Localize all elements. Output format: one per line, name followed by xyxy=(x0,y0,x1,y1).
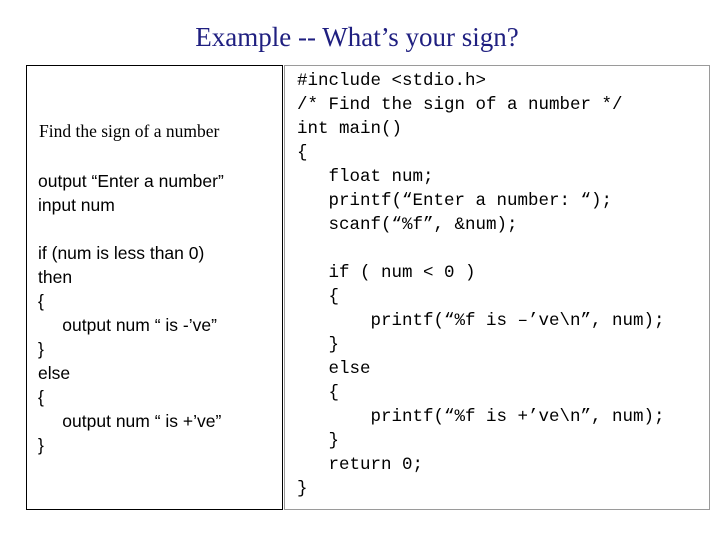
code-line: } xyxy=(297,479,308,499)
code-line: { xyxy=(297,143,308,163)
code-line: { xyxy=(297,287,340,307)
code-line: scanf(“%f”, &num); xyxy=(297,215,518,235)
code-lines xyxy=(297,69,665,501)
pseudocode-line: output “Enter a number” xyxy=(38,171,224,191)
pseudocode-line: if (num is less than 0) xyxy=(38,243,205,263)
code-line: float num; xyxy=(297,167,434,187)
code-line: printf(“%f is +’ve\n”, num); xyxy=(297,407,665,427)
pseudocode-line: } xyxy=(38,435,44,455)
pseudocode-line: then xyxy=(38,267,73,287)
pseudocode-line: { xyxy=(38,291,44,311)
code-line: printf(“Enter a number: “); xyxy=(297,191,613,211)
pseudocode-heading: Find the sign of a number xyxy=(39,121,220,141)
code-line: if ( num < 0 ) xyxy=(297,263,476,283)
code-line: /* Find the sign of a number */ xyxy=(297,95,623,115)
code-line: } xyxy=(297,431,340,451)
code-line: return 0; xyxy=(297,455,424,475)
pseudocode-lines xyxy=(38,169,224,457)
slide-title: Example -- What’s your sign? xyxy=(195,22,519,52)
code-line: } xyxy=(297,335,340,355)
pseudocode-line: output num “ is +’ve” xyxy=(38,411,222,431)
code-line: int main() xyxy=(297,119,403,139)
pseudocode-line: input num xyxy=(38,195,115,215)
pseudocode-line: } xyxy=(38,339,44,359)
code-line: #include <stdio.h> xyxy=(297,71,487,91)
pseudocode-line xyxy=(38,217,224,241)
pseudocode-line: output num “ is -’ve” xyxy=(38,315,217,335)
code-line: else xyxy=(297,359,371,379)
pseudocode-panel xyxy=(26,65,283,510)
code-line xyxy=(297,237,665,261)
pseudocode-line: { xyxy=(38,387,44,407)
c-code-panel xyxy=(284,65,710,510)
pseudocode-line: else xyxy=(38,363,71,383)
code-line: { xyxy=(297,383,340,403)
code-line: printf(“%f is –’ve\n”, num); xyxy=(297,311,665,331)
